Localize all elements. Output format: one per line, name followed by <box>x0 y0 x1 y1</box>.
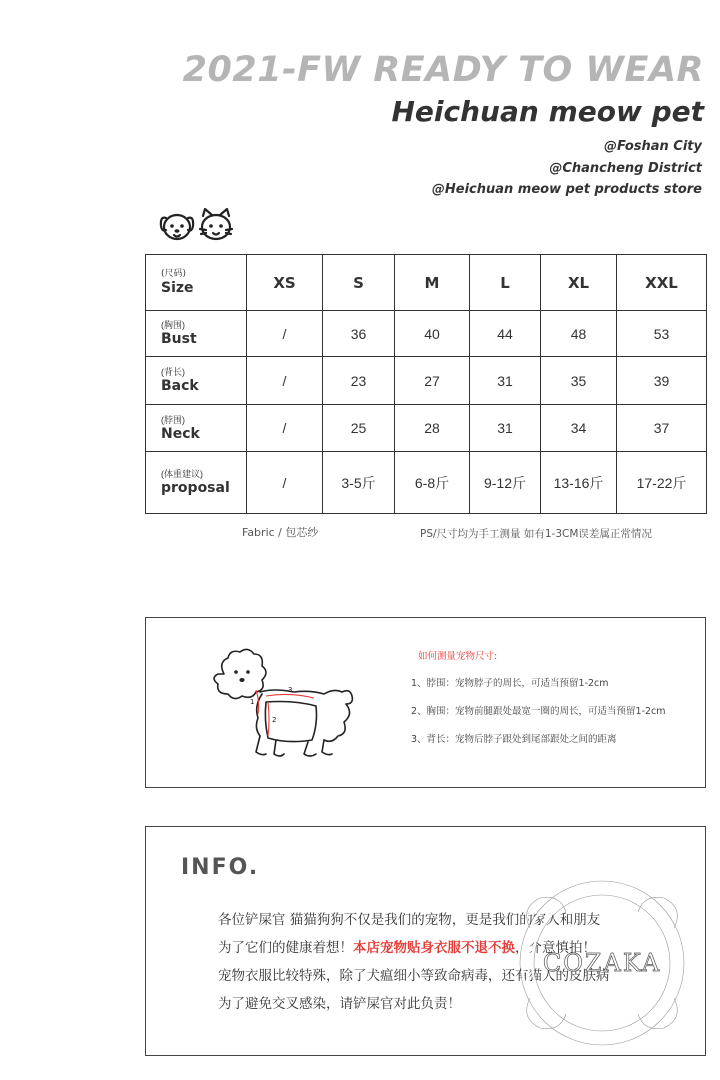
table-cell: / <box>247 357 323 405</box>
measure-note: PS/尺寸均为手工测量 如有1-3CM误差属正常情况 <box>420 528 652 540</box>
size-table <box>145 254 707 514</box>
location-district: @Chancheng District <box>549 161 702 176</box>
table-row-neck <box>146 405 707 452</box>
table-cell: 53 <box>617 311 707 357</box>
location-store: @Heichuan meow pet products store <box>431 182 702 197</box>
location-city: @Foshan City <box>603 139 702 154</box>
table-cell: 13-16斤 <box>541 452 617 514</box>
row-label: (胸围) Bust <box>146 311 247 357</box>
table-cell: / <box>247 405 323 452</box>
table-row-back <box>146 357 707 405</box>
size-label: (尺码) Size <box>146 255 247 311</box>
cozaka-watermark <box>490 868 715 1058</box>
fabric-note: Fabric / 包芯纱 <box>242 526 319 539</box>
table-cell: 27 <box>395 357 470 405</box>
table-cell: / <box>247 311 323 357</box>
table-cell: 37 <box>617 405 707 452</box>
table-row-proposal <box>146 452 707 514</box>
brand-title: Heichuan meow pet <box>391 95 704 128</box>
size-m: M <box>395 255 470 311</box>
table-cell: 9-12斤 <box>470 452 541 514</box>
info-line-1: 各位铲屎官 猫猫狗狗不仅是我们的宠物，更是我们的家人和朋友 <box>218 912 601 928</box>
size-s: S <box>323 255 395 311</box>
table-cell: 3-5斤 <box>323 452 395 514</box>
measure-guide <box>145 617 706 788</box>
measure-line-bust: 2、胸围：宠物前腿跟处最宽一圈的周长，可适当预留1-2cm <box>411 706 666 717</box>
size-xl: XL <box>541 255 617 311</box>
table-cell: / <box>247 452 323 514</box>
info-line-2: 为了它们的健康着想！本店宠物贴身衣服不退不换，介意慎拍！ <box>218 940 596 956</box>
row-label: (背长) Back <box>146 357 247 405</box>
table-cell: 17-22斤 <box>617 452 707 514</box>
dog-illustration <box>204 644 360 764</box>
table-cell: 35 <box>541 357 617 405</box>
table-cell: 44 <box>470 311 541 357</box>
info-title: INFO. <box>181 855 260 880</box>
dog-cat-icon <box>158 208 234 244</box>
table-row-bust <box>146 311 707 357</box>
table-cell: 48 <box>541 311 617 357</box>
size-xs: XS <box>247 255 323 311</box>
dog-mark-3: 3 <box>288 686 293 694</box>
no-return-notice: 本店宠物贴身衣服不退不换 <box>353 940 515 956</box>
measure-line-back: 3、背长：宠物后脖子跟处到尾部跟处之间的距离 <box>411 734 617 745</box>
table-cell: 36 <box>323 311 395 357</box>
info-line-4: 为了避免交叉感染，请铲屎官对此负责！ <box>218 996 461 1012</box>
dog-mark-2: 2 <box>272 716 277 724</box>
info-line-3: 宠物衣服比较特殊，除了犬瘟细小等致命病毒，还有猫人的皮肤病 <box>218 968 610 984</box>
table-cell: 34 <box>541 405 617 452</box>
table-cell: 40 <box>395 311 470 357</box>
table-cell: 31 <box>470 405 541 452</box>
table-cell: 23 <box>323 357 395 405</box>
table-cell: 28 <box>395 405 470 452</box>
header-title: 2021-FW READY TO WEAR <box>182 50 704 90</box>
row-label: (体重建议) proposal <box>146 452 247 514</box>
row-label: (脖围) Neck <box>146 405 247 452</box>
table-cell: 39 <box>617 357 707 405</box>
table-cell: 31 <box>470 357 541 405</box>
size-xxl: XXL <box>617 255 707 311</box>
dog-mark-1: 1 <box>250 698 255 706</box>
table-cell: 6-8斤 <box>395 452 470 514</box>
size-l: L <box>470 255 541 311</box>
measure-title: 如何测量宠物尺寸: <box>418 651 498 662</box>
measure-line-neck: 1、脖围：宠物脖子的周长，可适当预留1-2cm <box>411 678 609 689</box>
table-cell: 25 <box>323 405 395 452</box>
watermark-text: COZAKA <box>542 949 662 977</box>
size-header-row <box>146 255 707 311</box>
